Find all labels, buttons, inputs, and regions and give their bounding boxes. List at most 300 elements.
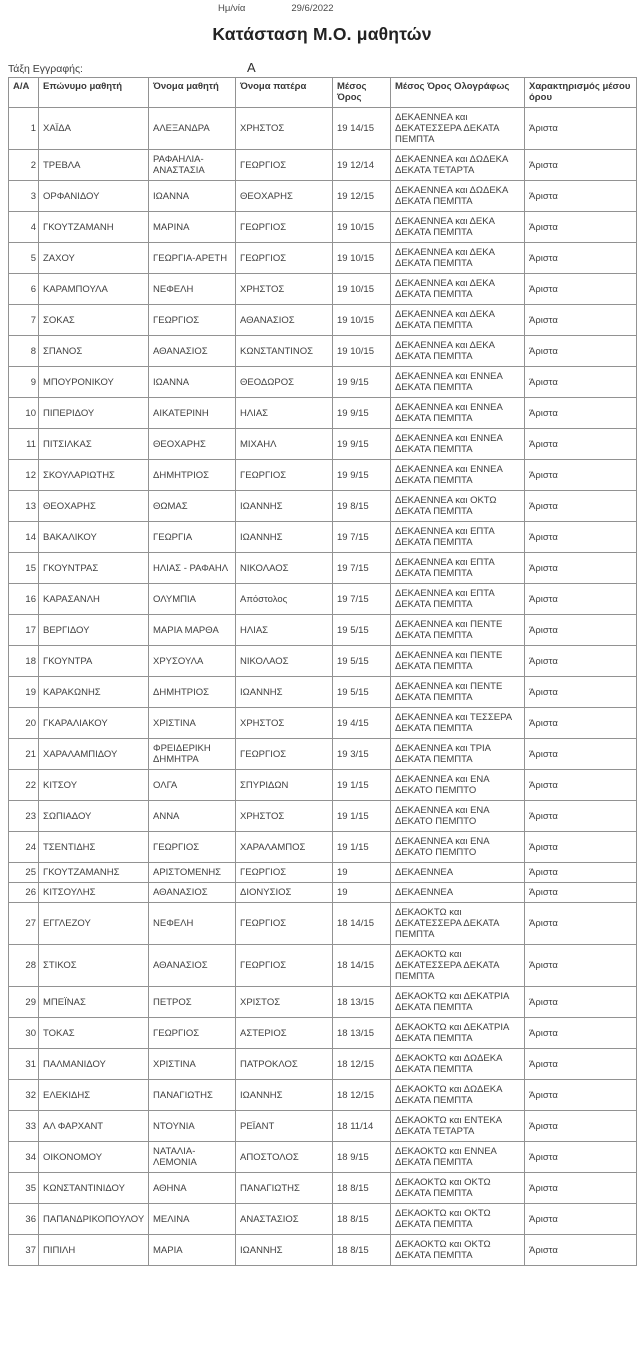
table-row <box>9 646 637 677</box>
cell-first-name: ΜΑΡΙΝΑ <box>149 212 236 243</box>
cell-average-words: ΔΕΚΑΕΝΝΕΑ και ΟΚΤΩ ΔΕΚΑΤΑ ΠΕΜΠΤΑ <box>391 491 525 522</box>
column-header-aa: Α/Α <box>9 78 39 108</box>
cell-first-name: ΝΤΟΥΝΙΑ <box>149 1111 236 1142</box>
cell-surname: ΟΡΦΑΝΙΔΟΥ <box>39 181 149 212</box>
cell-first-name: ΔΗΜΗΤΡΙΟΣ <box>149 677 236 708</box>
cell-aa: 10 <box>9 398 39 429</box>
table-header-row <box>9 78 637 108</box>
cell-characterization: Άριστα <box>525 305 637 336</box>
cell-characterization: Άριστα <box>525 398 637 429</box>
cell-aa: 7 <box>9 305 39 336</box>
cell-characterization: Άριστα <box>525 553 637 584</box>
cell-average-words: ΔΕΚΑΕΝΝΕΑ και ΔΕΚΑ ΔΕΚΑΤΑ ΠΕΜΠΤΑ <box>391 336 525 367</box>
cell-average: 18 13/15 <box>333 987 391 1018</box>
cell-average: 18 13/15 <box>333 1018 391 1049</box>
cell-characterization: Άριστα <box>525 1142 637 1173</box>
cell-characterization: Άριστα <box>525 1111 637 1142</box>
cell-characterization: Άριστα <box>525 987 637 1018</box>
cell-characterization: Άριστα <box>525 646 637 677</box>
cell-first-name: ΧΡΥΣΟΥΛΑ <box>149 646 236 677</box>
cell-father-name: ΔΙΟΝΥΣΙΟΣ <box>236 883 333 903</box>
cell-characterization: Άριστα <box>525 739 637 770</box>
cell-father-name: ΧΑΡΑΛΑΜΠΟΣ <box>236 832 333 863</box>
cell-aa: 12 <box>9 460 39 491</box>
cell-average-words: ΔΕΚΑΟΚΤΩ και ΕΝΤΕΚΑ ΔΕΚΑΤΑ ΤΕΤΑΡΤΑ <box>391 1111 525 1142</box>
cell-aa: 26 <box>9 883 39 903</box>
cell-characterization: Άριστα <box>525 1204 637 1235</box>
cell-average: 19 10/15 <box>333 212 391 243</box>
students-table <box>8 77 637 1266</box>
cell-aa: 5 <box>9 243 39 274</box>
cell-average: 18 8/15 <box>333 1204 391 1235</box>
cell-surname: ΤΡΕΒΛΑ <box>39 150 149 181</box>
cell-surname: ΚΙΤΣΟΥ <box>39 770 149 801</box>
cell-average-words: ΔΕΚΑΟΚΤΩ και ΔΕΚΑΤΡΙΑ ΔΕΚΑΤΑ ΠΕΜΠΤΑ <box>391 1018 525 1049</box>
cell-surname: ΚΑΡΑΣΑΝΛΗ <box>39 584 149 615</box>
cell-father-name: ΘΕΟΔΩΡΟΣ <box>236 367 333 398</box>
cell-characterization: Άριστα <box>525 460 637 491</box>
table-row <box>9 903 637 945</box>
cell-average: 19 7/15 <box>333 522 391 553</box>
cell-first-name: ΙΩΑΝΝΑ <box>149 367 236 398</box>
cell-characterization: Άριστα <box>525 491 637 522</box>
cell-first-name: ΘΩΜΑΣ <box>149 491 236 522</box>
cell-average-words: ΔΕΚΑΕΝΝΕΑ και ΕΝΑ ΔΕΚΑΤΟ ΠΕΜΠΤΟ <box>391 770 525 801</box>
cell-father-name: ΧΡΗΣΤΟΣ <box>236 108 333 150</box>
column-header-surname: Επώνυμο μαθητή <box>39 78 149 108</box>
cell-father-name: ΧΡΙΣΤΟΣ <box>236 987 333 1018</box>
cell-surname: ΧΑΡΑΛΑΜΠΙΔΟΥ <box>39 739 149 770</box>
cell-average-words: ΔΕΚΑΕΝΝΕΑ και ΕΝΝΕΑ ΔΕΚΑΤΑ ΠΕΜΠΤΑ <box>391 367 525 398</box>
cell-aa: 29 <box>9 987 39 1018</box>
cell-average: 19 10/15 <box>333 274 391 305</box>
cell-average-words: ΔΕΚΑΕΝΝΕΑ και ΔΕΚΑ ΔΕΚΑΤΑ ΠΕΜΠΤΑ <box>391 212 525 243</box>
cell-aa: 18 <box>9 646 39 677</box>
cell-characterization: Άριστα <box>525 945 637 987</box>
cell-average: 19 1/15 <box>333 770 391 801</box>
cell-surname: ΕΛΕΚΙΔΗΣ <box>39 1080 149 1111</box>
cell-average-words: ΔΕΚΑΕΝΝΕΑ και ΔΕΚΑΤΕΣΣΕΡΑ ΔΕΚΑΤΑ ΠΕΜΠΤΑ <box>391 108 525 150</box>
cell-characterization: Άριστα <box>525 1049 637 1080</box>
cell-father-name: ΗΛΙΑΣ <box>236 615 333 646</box>
cell-characterization: Άριστα <box>525 1173 637 1204</box>
cell-characterization: Άριστα <box>525 522 637 553</box>
cell-aa: 3 <box>9 181 39 212</box>
cell-average: 19 <box>333 883 391 903</box>
cell-father-name: ΑΘΑΝΑΣΙΟΣ <box>236 305 333 336</box>
cell-characterization: Άριστα <box>525 1235 637 1266</box>
cell-average-words: ΔΕΚΑΕΝΝΕΑ και ΤΡΙΑ ΔΕΚΑΤΑ ΠΕΜΠΤΑ <box>391 739 525 770</box>
class-value: Α <box>246 60 256 75</box>
cell-characterization: Άριστα <box>525 615 637 646</box>
table-row <box>9 1111 637 1142</box>
cell-aa: 2 <box>9 150 39 181</box>
column-header-average: Μέσος Όρος <box>333 78 391 108</box>
table-row <box>9 553 637 584</box>
cell-aa: 13 <box>9 491 39 522</box>
cell-characterization: Άριστα <box>525 150 637 181</box>
table-row <box>9 429 637 460</box>
cell-aa: 20 <box>9 708 39 739</box>
cell-surname: ΠΑΛΜΑΝΙΔΟΥ <box>39 1049 149 1080</box>
cell-surname: ΜΠΟΥΡΟΝΙΚΟΥ <box>39 367 149 398</box>
table-row <box>9 1049 637 1080</box>
cell-aa: 31 <box>9 1049 39 1080</box>
cell-average: 19 5/15 <box>333 615 391 646</box>
cell-aa: 32 <box>9 1080 39 1111</box>
cell-first-name: ΜΑΡΙΑ ΜΑΡΘΑ <box>149 615 236 646</box>
cell-average-words: ΔΕΚΑΕΝΝΕΑ και ΕΝΝΕΑ ΔΕΚΑΤΑ ΠΕΜΠΤΑ <box>391 429 525 460</box>
cell-average: 19 10/15 <box>333 336 391 367</box>
cell-first-name: ΟΛΓΑ <box>149 770 236 801</box>
table-row <box>9 801 637 832</box>
cell-average: 19 5/15 <box>333 646 391 677</box>
cell-aa: 33 <box>9 1111 39 1142</box>
cell-aa: 9 <box>9 367 39 398</box>
cell-characterization: Άριστα <box>525 708 637 739</box>
cell-average: 19 7/15 <box>333 553 391 584</box>
table-row <box>9 460 637 491</box>
cell-first-name: ΘΕΟΧΑΡΗΣ <box>149 429 236 460</box>
cell-surname: ΣΤΙΚΟΣ <box>39 945 149 987</box>
cell-characterization: Άριστα <box>525 336 637 367</box>
cell-average-words: ΔΕΚΑΕΝΝΕΑ και ΕΠΤΑ ΔΕΚΑΤΑ ΠΕΜΠΤΑ <box>391 584 525 615</box>
cell-average-words: ΔΕΚΑΕΝΝΕΑ και ΕΠΤΑ ΔΕΚΑΤΑ ΠΕΜΠΤΑ <box>391 553 525 584</box>
cell-surname: ΠΙΠΙΛΗ <box>39 1235 149 1266</box>
cell-characterization: Άριστα <box>525 832 637 863</box>
cell-father-name: ΠΑΤΡΟΚΛΟΣ <box>236 1049 333 1080</box>
table-row <box>9 945 637 987</box>
cell-father-name: ΡΕΪΑΝΤ <box>236 1111 333 1142</box>
cell-aa: 11 <box>9 429 39 460</box>
date-row <box>0 0 644 14</box>
cell-characterization: Άριστα <box>525 770 637 801</box>
cell-aa: 37 <box>9 1235 39 1266</box>
cell-average-words: ΔΕΚΑΟΚΤΩ και ΔΕΚΑΤΕΣΣΕΡΑ ΔΕΚΑΤΑ ΠΕΜΠΤΑ <box>391 903 525 945</box>
cell-father-name: ΧΡΗΣΤΟΣ <box>236 801 333 832</box>
cell-aa: 15 <box>9 553 39 584</box>
date-label: Ημ/νία <box>218 3 246 14</box>
table-row <box>9 1018 637 1049</box>
cell-father-name: ΙΩΑΝΝΗΣ <box>236 522 333 553</box>
cell-average: 19 14/15 <box>333 108 391 150</box>
cell-aa: 21 <box>9 739 39 770</box>
cell-first-name: ΡΑΦΑΗΛΙΑ-ΑΝΑΣΤΑΣΙΑ <box>149 150 236 181</box>
column-header-characterization: Χαρακτηρισμός μέσου όρου <box>525 78 637 108</box>
cell-average-words: ΔΕΚΑΕΝΝΕΑ και ΕΝΝΕΑ ΔΕΚΑΤΑ ΠΕΜΠΤΑ <box>391 460 525 491</box>
date-value: 29/6/2022 <box>291 3 334 14</box>
cell-first-name: ΑΛΕΞΑΝΔΡΑ <box>149 108 236 150</box>
cell-characterization: Άριστα <box>525 677 637 708</box>
cell-first-name: ΓΕΩΡΓΙΟΣ <box>149 832 236 863</box>
cell-first-name: ΓΕΩΡΓΙΟΣ <box>149 305 236 336</box>
cell-average: 19 4/15 <box>333 708 391 739</box>
cell-average-words: ΔΕΚΑΟΚΤΩ και ΔΕΚΑΤΡΙΑ ΔΕΚΑΤΑ ΠΕΜΠΤΑ <box>391 987 525 1018</box>
cell-characterization: Άριστα <box>525 274 637 305</box>
cell-average: 19 <box>333 863 391 883</box>
cell-average: 19 10/15 <box>333 243 391 274</box>
cell-first-name: ΦΡΕΙΔΕΡΙΚΗ ΔΗΜΗΤΡΑ <box>149 739 236 770</box>
cell-surname: ΧΑΪΔΑ <box>39 108 149 150</box>
table-row <box>9 398 637 429</box>
cell-first-name: ΜΑΡΙΑ <box>149 1235 236 1266</box>
cell-first-name: ΟΛΥΜΠΙΑ <box>149 584 236 615</box>
cell-aa: 24 <box>9 832 39 863</box>
table-row <box>9 1235 637 1266</box>
table-row <box>9 1142 637 1173</box>
cell-average-words: ΔΕΚΑΕΝΝΕΑ και ΕΝΑ ΔΕΚΑΤΟ ΠΕΜΠΤΟ <box>391 801 525 832</box>
cell-average-words: ΔΕΚΑΕΝΝΕΑ και ΔΕΚΑ ΔΕΚΑΤΑ ΠΕΜΠΤΑ <box>391 243 525 274</box>
cell-surname: ΚΩΝΣΤΑΝΤΙΝΙΔΟΥ <box>39 1173 149 1204</box>
cell-average: 18 14/15 <box>333 945 391 987</box>
cell-surname: ΟΙΚΟΝΟΜΟΥ <box>39 1142 149 1173</box>
cell-father-name: ΝΙΚΟΛΑΟΣ <box>236 646 333 677</box>
cell-aa: 23 <box>9 801 39 832</box>
cell-average-words: ΔΕΚΑΕΝΝΕΑ και ΔΩΔΕΚΑ ΔΕΚΑΤΑ ΤΕΤΑΡΤΑ <box>391 150 525 181</box>
column-header-father-name: Όνομα πατέρα <box>236 78 333 108</box>
table-row <box>9 243 637 274</box>
cell-father-name: ΙΩΑΝΝΗΣ <box>236 1235 333 1266</box>
cell-surname: ΒΑΚΑΛΙΚΟΥ <box>39 522 149 553</box>
table-row <box>9 987 637 1018</box>
cell-average-words: ΔΕΚΑΟΚΤΩ και ΔΩΔΕΚΑ ΔΕΚΑΤΑ ΠΕΜΠΤΑ <box>391 1049 525 1080</box>
cell-surname: ΣΩΠΙΑΔΟΥ <box>39 801 149 832</box>
cell-average: 18 12/15 <box>333 1080 391 1111</box>
cell-aa: 1 <box>9 108 39 150</box>
table-row <box>9 274 637 305</box>
cell-aa: 17 <box>9 615 39 646</box>
cell-aa: 4 <box>9 212 39 243</box>
cell-aa: 14 <box>9 522 39 553</box>
class-label: Τάξη Εγγραφής: <box>8 63 83 75</box>
cell-average: 19 9/15 <box>333 398 391 429</box>
table-row <box>9 212 637 243</box>
cell-father-name: ΓΕΩΡΓΙΟΣ <box>236 863 333 883</box>
table-row <box>9 1080 637 1111</box>
cell-aa: 35 <box>9 1173 39 1204</box>
cell-average-words: ΔΕΚΑΕΝΝΕΑ <box>391 883 525 903</box>
cell-surname: ΤΣΕΝΤΙΔΗΣ <box>39 832 149 863</box>
cell-aa: 36 <box>9 1204 39 1235</box>
cell-average: 19 1/15 <box>333 832 391 863</box>
cell-father-name: ΑΣΤΕΡΙΟΣ <box>236 1018 333 1049</box>
cell-average: 19 3/15 <box>333 739 391 770</box>
cell-average-words: ΔΕΚΑΟΚΤΩ και ΔΕΚΑΤΕΣΣΕΡΑ ΔΕΚΑΤΑ ΠΕΜΠΤΑ <box>391 945 525 987</box>
table-row <box>9 770 637 801</box>
cell-surname: ΓΚΟΥΝΤΡΑ <box>39 646 149 677</box>
cell-father-name: ΙΩΑΝΝΗΣ <box>236 1080 333 1111</box>
cell-aa: 34 <box>9 1142 39 1173</box>
cell-characterization: Άριστα <box>525 1018 637 1049</box>
cell-father-name: ΓΕΩΡΓΙΟΣ <box>236 243 333 274</box>
table-row <box>9 739 637 770</box>
cell-aa: 16 <box>9 584 39 615</box>
cell-first-name: ΙΩΑΝΝΑ <box>149 181 236 212</box>
table-row <box>9 305 637 336</box>
cell-surname: ΓΚΟΥΝΤΡΑΣ <box>39 553 149 584</box>
cell-aa: 25 <box>9 863 39 883</box>
cell-surname: ΓΚΟΥΤΖΑΜΑΝΗΣ <box>39 863 149 883</box>
table-row <box>9 1204 637 1235</box>
cell-surname: ΚΑΡΑΚΩΝΗΣ <box>39 677 149 708</box>
cell-first-name: ΓΕΩΡΓΙΟΣ <box>149 1018 236 1049</box>
cell-average-words: ΔΕΚΑΕΝΝΕΑ και ΕΝΝΕΑ ΔΕΚΑΤΑ ΠΕΜΠΤΑ <box>391 398 525 429</box>
table-row <box>9 522 637 553</box>
table-row <box>9 832 637 863</box>
table-row <box>9 883 637 903</box>
cell-average: 19 9/15 <box>333 460 391 491</box>
cell-first-name: ΠΑΝΑΓΙΩΤΗΣ <box>149 1080 236 1111</box>
cell-father-name: ΗΛΙΑΣ <box>236 398 333 429</box>
cell-surname: ΣΠΑΝΟΣ <box>39 336 149 367</box>
cell-surname: ΠΑΠΑΝΔΡΙΚΟΠΟΥΛΟΥ <box>39 1204 149 1235</box>
table-row <box>9 108 637 150</box>
cell-aa: 6 <box>9 274 39 305</box>
cell-average: 19 5/15 <box>333 677 391 708</box>
cell-surname: ΚΑΡΑΜΠΟΥΛΑ <box>39 274 149 305</box>
cell-first-name: ΑΙΚΑΤΕΡΙΝΗ <box>149 398 236 429</box>
cell-surname: ΖΑΧΟΥ <box>39 243 149 274</box>
cell-surname: ΣΚΟΥΛΑΡΙΩΤΗΣ <box>39 460 149 491</box>
cell-father-name: ΓΕΩΡΓΙΟΣ <box>236 739 333 770</box>
cell-average: 18 14/15 <box>333 903 391 945</box>
students-table-body <box>9 108 637 1266</box>
cell-average-words: ΔΕΚΑΕΝΝΕΑ και ΔΩΔΕΚΑ ΔΕΚΑΤΑ ΠΕΜΠΤΑ <box>391 181 525 212</box>
cell-average: 19 9/15 <box>333 367 391 398</box>
cell-average: 18 9/15 <box>333 1142 391 1173</box>
cell-father-name: ΧΡΗΣΤΟΣ <box>236 274 333 305</box>
cell-first-name: ΝΕΦΕΛΗ <box>149 903 236 945</box>
cell-aa: 22 <box>9 770 39 801</box>
cell-surname: ΓΚΑΡΑΛΙΑΚΟΥ <box>39 708 149 739</box>
cell-surname: ΣΟΚΑΣ <box>39 305 149 336</box>
cell-average-words: ΔΕΚΑΕΝΝΕΑ και ΠΕΝΤΕ ΔΕΚΑΤΑ ΠΕΜΠΤΑ <box>391 646 525 677</box>
cell-characterization: Άριστα <box>525 903 637 945</box>
cell-characterization: Άριστα <box>525 367 637 398</box>
column-header-first-name: Όνομα μαθητή <box>149 78 236 108</box>
cell-aa: 30 <box>9 1018 39 1049</box>
cell-father-name: ΓΕΩΡΓΙΟΣ <box>236 460 333 491</box>
cell-surname: ΕΓΓΛΕΖΟΥ <box>39 903 149 945</box>
cell-aa: 19 <box>9 677 39 708</box>
cell-average-words: ΔΕΚΑΕΝΝΕΑ και ΠΕΝΤΕ ΔΕΚΑΤΑ ΠΕΜΠΤΑ <box>391 615 525 646</box>
table-row <box>9 491 637 522</box>
cell-average: 18 12/15 <box>333 1049 391 1080</box>
cell-first-name: ΑΝΝΑ <box>149 801 236 832</box>
cell-aa: 27 <box>9 903 39 945</box>
cell-average: 18 11/14 <box>333 1111 391 1142</box>
cell-father-name: ΓΕΩΡΓΙΟΣ <box>236 945 333 987</box>
cell-characterization: Άριστα <box>525 181 637 212</box>
cell-first-name: ΑΘΑΝΑΣΙΟΣ <box>149 336 236 367</box>
cell-average: 19 12/15 <box>333 181 391 212</box>
cell-average-words: ΔΕΚΑΕΝΝΕΑ και ΔΕΚΑ ΔΕΚΑΤΑ ΠΕΜΠΤΑ <box>391 274 525 305</box>
table-row <box>9 1173 637 1204</box>
cell-average-words: ΔΕΚΑΟΚΤΩ και ΕΝΝΕΑ ΔΕΚΑΤΑ ΠΕΜΠΤΑ <box>391 1142 525 1173</box>
cell-characterization: Άριστα <box>525 108 637 150</box>
cell-average-words: ΔΕΚΑΕΝΝΕΑ και ΤΕΣΣΕΡΑ ΔΕΚΑΤΑ ΠΕΜΠΤΑ <box>391 708 525 739</box>
cell-aa: 28 <box>9 945 39 987</box>
table-row <box>9 150 637 181</box>
cell-surname: ΑΛ ΦΑΡΧΑΝΤ <box>39 1111 149 1142</box>
table-row <box>9 367 637 398</box>
cell-first-name: ΑΘΗΝΑ <box>149 1173 236 1204</box>
cell-surname: ΤΟΚΑΣ <box>39 1018 149 1049</box>
cell-first-name: ΑΘΑΝΑΣΙΟΣ <box>149 883 236 903</box>
cell-first-name: ΜΕΛΙΝΑ <box>149 1204 236 1235</box>
table-row <box>9 615 637 646</box>
table-row <box>9 584 637 615</box>
cell-average-words: ΔΕΚΑΕΝΝΕΑ <box>391 863 525 883</box>
cell-average: 19 1/15 <box>333 801 391 832</box>
cell-first-name: ΑΡΙΣΤΟΜΕΝΗΣ <box>149 863 236 883</box>
column-header-average-words: Μέσος Όρος Ολογράφως <box>391 78 525 108</box>
cell-average-words: ΔΕΚΑΟΚΤΩ και ΟΚΤΩ ΔΕΚΑΤΑ ΠΕΜΠΤΑ <box>391 1173 525 1204</box>
cell-characterization: Άριστα <box>525 212 637 243</box>
cell-father-name: ΜΙΧΑΗΛ <box>236 429 333 460</box>
table-row <box>9 181 637 212</box>
cell-characterization: Άριστα <box>525 863 637 883</box>
cell-average-words: ΔΕΚΑΕΝΝΕΑ και ΕΠΤΑ ΔΕΚΑΤΑ ΠΕΜΠΤΑ <box>391 522 525 553</box>
cell-surname: ΠΙΤΣΙΛΚΑΣ <box>39 429 149 460</box>
cell-surname: ΒΕΡΓΙΔΟΥ <box>39 615 149 646</box>
cell-average-words: ΔΕΚΑΕΝΝΕΑ και ΕΝΑ ΔΕΚΑΤΟ ΠΕΜΠΤΟ <box>391 832 525 863</box>
cell-father-name: Απόστολος <box>236 584 333 615</box>
cell-average: 19 8/15 <box>333 491 391 522</box>
cell-surname: ΚΙΤΣΟΥΛΗΣ <box>39 883 149 903</box>
cell-characterization: Άριστα <box>525 429 637 460</box>
cell-average: 18 8/15 <box>333 1173 391 1204</box>
cell-average-words: ΔΕΚΑΕΝΝΕΑ και ΔΕΚΑ ΔΕΚΑΤΑ ΠΕΜΠΤΑ <box>391 305 525 336</box>
cell-average: 19 12/14 <box>333 150 391 181</box>
class-row <box>8 59 644 75</box>
cell-father-name: ΠΑΝΑΓΙΩΤΗΣ <box>236 1173 333 1204</box>
cell-characterization: Άριστα <box>525 584 637 615</box>
cell-average-words: ΔΕΚΑΕΝΝΕΑ και ΠΕΝΤΕ ΔΕΚΑΤΑ ΠΕΜΠΤΑ <box>391 677 525 708</box>
cell-father-name: ΓΕΩΡΓΙΟΣ <box>236 212 333 243</box>
cell-aa: 8 <box>9 336 39 367</box>
cell-characterization: Άριστα <box>525 801 637 832</box>
cell-father-name: ΓΕΩΡΓΙΟΣ <box>236 903 333 945</box>
cell-average-words: ΔΕΚΑΟΚΤΩ και ΔΩΔΕΚΑ ΔΕΚΑΤΑ ΠΕΜΠΤΑ <box>391 1080 525 1111</box>
cell-father-name: ΑΝΑΣΤΑΣΙΟΣ <box>236 1204 333 1235</box>
cell-father-name: ΙΩΑΝΝΗΣ <box>236 491 333 522</box>
cell-average: 18 8/15 <box>333 1235 391 1266</box>
table-row <box>9 677 637 708</box>
cell-surname: ΘΕΟΧΑΡΗΣ <box>39 491 149 522</box>
table-row <box>9 336 637 367</box>
cell-father-name: ΑΠΟΣΤΟΛΟΣ <box>236 1142 333 1173</box>
cell-first-name: ΓΕΩΡΓΙΑ-ΑΡΕΤΗ <box>149 243 236 274</box>
cell-surname: ΜΠΕΪΝΑΣ <box>39 987 149 1018</box>
cell-father-name: ΣΠΥΡΙΔΩΝ <box>236 770 333 801</box>
cell-first-name: ΧΡΙΣΤΙΝΑ <box>149 708 236 739</box>
cell-first-name: ΝΑΤΑΛΙΑ-ΛΕΜΟΝΙΑ <box>149 1142 236 1173</box>
cell-father-name: ΚΩΝΣΤΑΝΤΙΝΟΣ <box>236 336 333 367</box>
cell-first-name: ΓΕΩΡΓΙΑ <box>149 522 236 553</box>
cell-average-words: ΔΕΚΑΟΚΤΩ και ΟΚΤΩ ΔΕΚΑΤΑ ΠΕΜΠΤΑ <box>391 1235 525 1266</box>
cell-average: 19 10/15 <box>333 305 391 336</box>
page-title: Κατάσταση Μ.Ο. μαθητών <box>212 24 432 44</box>
table-row <box>9 863 637 883</box>
cell-characterization: Άριστα <box>525 1080 637 1111</box>
cell-first-name: ΑΘΑΝΑΣΙΟΣ <box>149 945 236 987</box>
cell-characterization: Άριστα <box>525 243 637 274</box>
cell-father-name: ΘΕΟΧΑΡΗΣ <box>236 181 333 212</box>
cell-surname: ΠΙΠΕΡΙΔΟΥ <box>39 398 149 429</box>
cell-father-name: ΝΙΚΟΛΑΟΣ <box>236 553 333 584</box>
cell-first-name: ΗΛΙΑΣ - ΡΑΦΑΗΛ <box>149 553 236 584</box>
